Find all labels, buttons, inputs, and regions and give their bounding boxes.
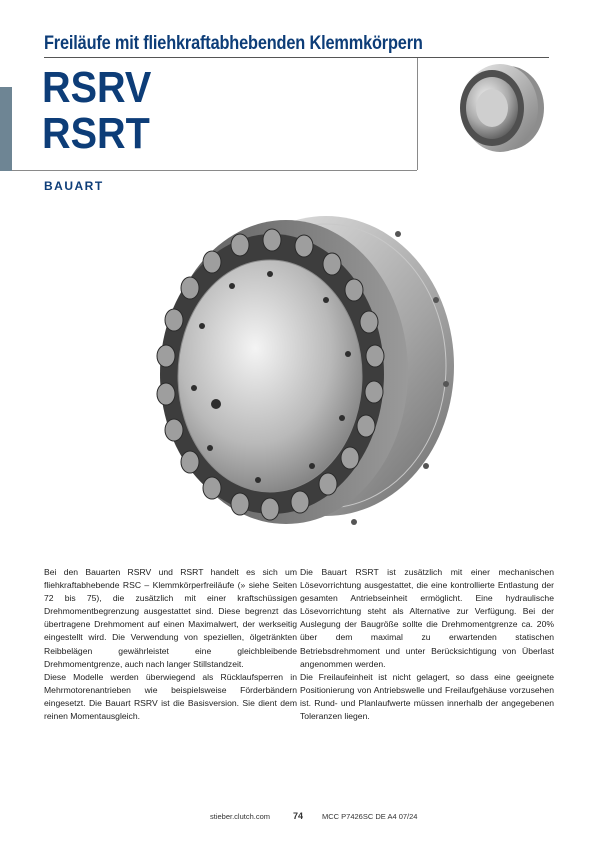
side-accent-bar [0, 87, 12, 171]
page-footer [0, 812, 595, 824]
vertical-divider [417, 58, 418, 170]
section-heading: BAUART [44, 179, 104, 193]
paragraph: Bei den Bauarten RSRV und RSRT handelt es sich um fliehkraftabhebende RSC – Klemmkörperfreiläufe (» siehe Seiten 72 bis 75), die zusätzlich mit einer kraftschüssigen Drehmomentbegrenzung ausgestattet sind. Diese begrenzt das übertragene Drehmoment auf einen Maximalwert, der werkseitig eingestellt wird. Die Verwendung von speziellen, ölgetränkten Reibbelägen gewährleistet eine gleichbleibende Drehmomentgrenze, auch nach langer Stillstandzeit. [44, 567, 297, 669]
model-name-rsrt: RSRT [42, 109, 150, 158]
product-thumbnail-image [448, 58, 550, 160]
horizontal-divider [12, 170, 417, 171]
body-text-right-column [300, 566, 554, 723]
model-name-rsrv: RSRV [42, 63, 152, 112]
product-photo-image [136, 204, 466, 548]
paragraph: Die Bauart RSRT ist zusätzlich mit einer mechanischen Lösevorrichtung ausgestattet, die eine kontrollierte Entlastung der gesamten Antriebseinheit ermöglicht. Eine hydraulische Lösevorrichtung steht als Alternative zur Verfügung. Bei der Auslegung der Baugröße sollte die Drehmomentgrenze ca. 20% über dem maximal zu erwartenden statischen Betriebsdrehmoment und unter Berücksichtigung von Überlast angenommen werden. [300, 567, 554, 669]
paragraph: Die Freilaufeinheit ist nicht gelagert, so dass eine geeignete Positionierung von Antriebswelle und Freilaufgehäuse vorzusehen ist. Rund- und Planlaufwerte müssen innerhalb der angegebenen Toleranzen liegen. [300, 671, 554, 722]
footer-website-link[interactable]: stieber.clutch.com [210, 812, 271, 821]
document-reference: MCC P7426SC DE A4 07/24 [322, 812, 418, 821]
page-number: 74 [293, 811, 304, 821]
paragraph: Diese Modelle werden überwiegend als Rücklaufsperren in Mehrmotorenantrieben wie beispielsweise Förderbändern eingesetzt. Die Bauart RSRV ist die Basisversion. Sie dient dem reinen Momentausgleich. [44, 671, 297, 722]
page-header-title: Freiläufe mit fliehkraftabhebenden Klemmkörpern [44, 33, 423, 54]
body-text-left-column [44, 566, 297, 723]
